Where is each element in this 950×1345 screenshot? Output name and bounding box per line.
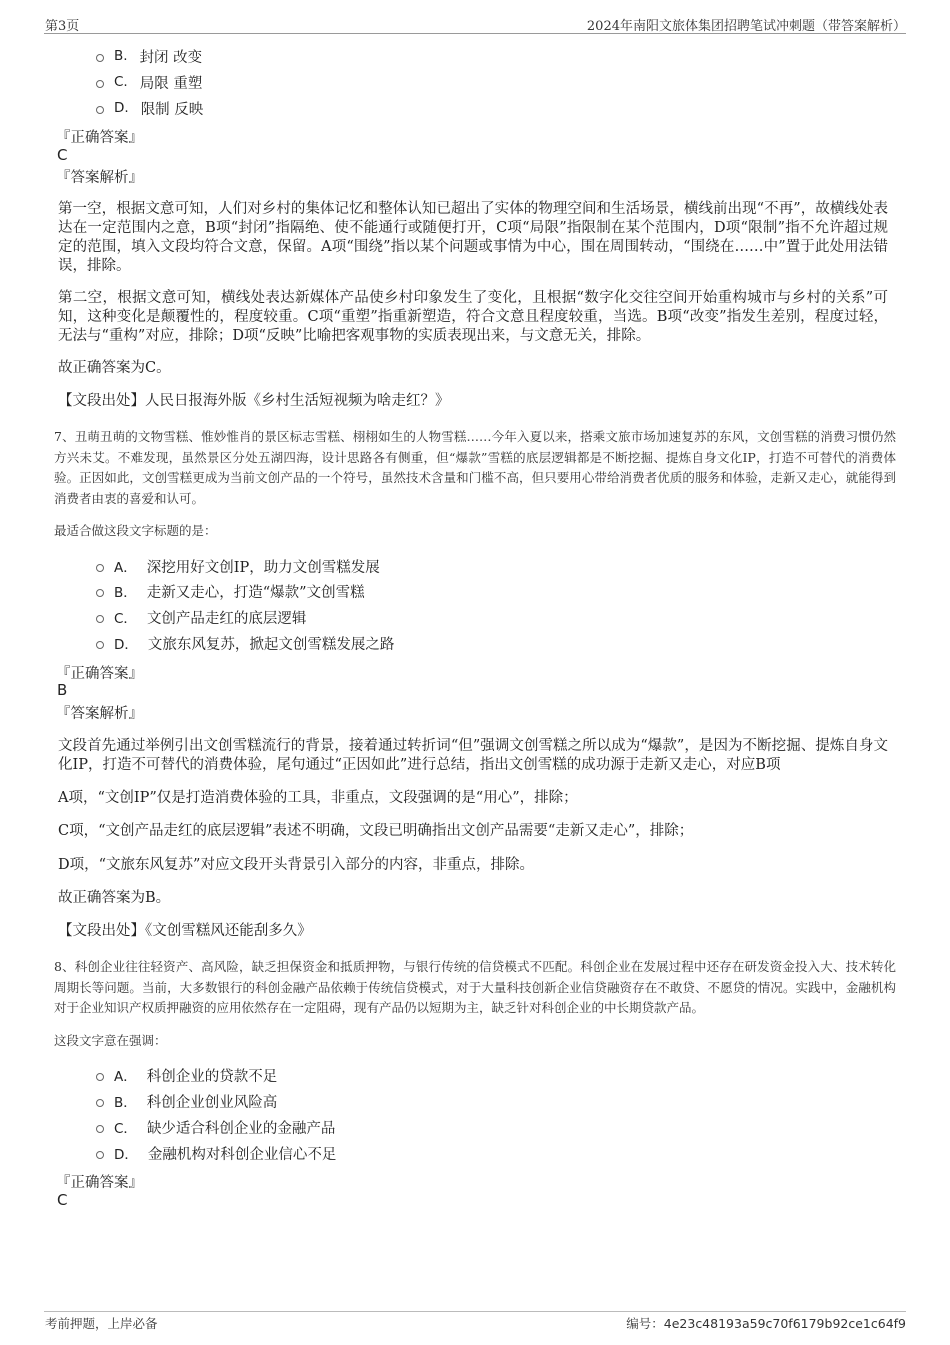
q8-answer-label: 『正确答案』 bbox=[56, 1175, 143, 1191]
q8-option-b[interactable] bbox=[96, 1089, 277, 1113]
q7-conclusion: 故正确答案为B。 bbox=[58, 890, 171, 906]
q7-analysis-label: 『答案解析』 bbox=[56, 706, 143, 722]
q6-answer: C bbox=[57, 146, 68, 164]
q8-option-c[interactable] bbox=[96, 1115, 335, 1139]
radio-icon[interactable] bbox=[96, 641, 104, 649]
radio-icon[interactable] bbox=[96, 615, 104, 623]
q7-analysis-p1: 文段首先通过举例引出文创雪糕流行的背景，接着通过转折词“但”强调文创雪糕之所以成为“爆款”，是因为不断挖掘、提炼自身文化IP，打造不可替代的消费体验，尾句通过“正因如此”进行总结，指出文创雪糕的成功源于走新又走心，对应B项 bbox=[58, 738, 888, 773]
q6-answer-label: 『正确答案』 bbox=[56, 130, 143, 146]
option-text: 局限 重塑 bbox=[139, 75, 203, 92]
option-text: 深挖用好文创IP，助力文创雪糕发展 bbox=[146, 559, 380, 576]
option-letter: C． bbox=[114, 1121, 137, 1137]
q7-answer-label: 『正确答案』 bbox=[56, 666, 143, 682]
option-letter: A． bbox=[114, 1069, 137, 1085]
q8-prompt: 这段文字意在强调： bbox=[54, 1033, 167, 1048]
q7-option-c[interactable] bbox=[96, 605, 306, 629]
option-text: 文旅东风复苏，掀起文创雪糕发展之路 bbox=[147, 636, 395, 653]
option-letter: B. bbox=[114, 48, 128, 64]
option-letter: D． bbox=[114, 1147, 138, 1163]
radio-icon[interactable] bbox=[96, 106, 104, 114]
option-letter: C. bbox=[114, 74, 128, 90]
footer-code-value: 4e23c48193a59c70f6179b92ce1c64f9 bbox=[663, 1316, 906, 1331]
q8-option-d[interactable] bbox=[96, 1141, 336, 1165]
option-text: 缺少适合科创企业的金融产品 bbox=[146, 1120, 336, 1137]
option-letter: B． bbox=[114, 1095, 137, 1111]
option-text: 限制 反映 bbox=[140, 101, 204, 118]
radio-icon[interactable] bbox=[96, 1151, 104, 1159]
option-text: 文创产品走红的底层逻辑 bbox=[146, 610, 307, 627]
option-text: 走新又走心，打造“爆款”文创雪糕 bbox=[146, 584, 365, 601]
option-letter: B． bbox=[114, 585, 137, 601]
radio-icon[interactable] bbox=[96, 54, 104, 62]
q7-analysis-p3: C项，“文创产品走红的底层逻辑”表述不明确，文段已明确指出文创产品需要“走新又走心”，排除； bbox=[58, 823, 694, 839]
radio-icon[interactable] bbox=[96, 80, 104, 88]
q7-question-text: 7、丑萌丑萌的文物雪糕、惟妙惟肖的景区标志雪糕、栩栩如生的人物雪糕……今年入夏以来，搭乘文旅市场加速复苏的东风，文创雪糕的消费习惯仍然方兴未艾。不难发现，虽然景区分处五湖四海，设计思路各有侧重，但“爆款”雪糕的底层逻辑都是不断挖掘、提炼自身文化IP，打造不可替代的消费体验。正因如此，文创雪糕更成为当前文创产品的一个符号，虽然技术含量和门槛不高，但只要用心带给消费者优质的服务和体验，走新又走心，就能得到消费者由衷的喜爱和认可。 bbox=[54, 429, 896, 506]
footer-code bbox=[626, 1314, 906, 1332]
page-number: 第3页 bbox=[45, 19, 80, 34]
q6-option-d[interactable] bbox=[96, 96, 203, 120]
option-letter: D． bbox=[114, 637, 138, 653]
q8-answer: C bbox=[57, 1191, 68, 1209]
q7-analysis-p4: D项，“文旅东风复苏”对应文段开头背景引入部分的内容，非重点，排除。 bbox=[58, 857, 534, 873]
option-text: 金融机构对科创企业信心不足 bbox=[147, 1146, 337, 1163]
option-text: 封闭 改变 bbox=[139, 49, 203, 66]
header-divider bbox=[44, 33, 906, 34]
q6-analysis-p2: 第二空，根据文意可知，横线处表达新媒体产品使乡村印象发生了变化，且根据“数字化交往空间开始重构城市与乡村的关系”可知，这种变化是颠覆性的，程度较重。C项“重塑”指重新塑造，符合文意且程度较重，当选。B项“改变”指发生差别，程度过轻，无法与“重构”对应，排除；D项“反映”比喻把客观事物的实质表现出来，与文意无关，排除。 bbox=[58, 290, 888, 344]
q8-question-text: 8、科创企业往往轻资产、高风险，缺乏担保资金和抵质押物，与银行传统的信贷模式不匹配。科创企业在发展过程中还存在研发资金投入大、技术转化周期长等问题。当前，大多数银行的科创金融产品依赖于传统信贷模式，对于大量科技创新企业信贷融资存在不敢贷、不愿贷的情况。实践中，金融机构对于企业知识产权质押融资的应用依然存在一定阻碍，现有产品仍以短期为主，缺乏针对科创企业的中长期贷款产品。 bbox=[54, 959, 896, 1015]
q6-conclusion: 故正确答案为C。 bbox=[58, 360, 171, 376]
radio-icon[interactable] bbox=[96, 564, 104, 572]
q6-analysis-p1: 第一空，根据文意可知，人们对乡村的集体记忆和整体认知已超出了实体的物理空间和生活场景，横线前出现“不再”，故横线处表达在一定范围内之意，B项“封闭”指隔绝、使不能通行或随便打开，C项“局限”指限制在某个范围内，D项“限制”指不允许超过规定的范围，填入文段均符合文意，保留。A项“围绕”指以某个问题或事情为中心，围在周围转动，“围绕在……中”置于此处用法错误，排除。 bbox=[58, 201, 888, 274]
q6-analysis-label: 『答案解析』 bbox=[56, 170, 143, 186]
q6-source: 【文段出处】人民日报海外版《乡村生活短视频为啥走红？》 bbox=[58, 393, 450, 409]
option-text: 科创企业创业风险高 bbox=[146, 1094, 278, 1111]
q7-option-b[interactable] bbox=[96, 579, 365, 603]
q6-option-c[interactable] bbox=[96, 70, 202, 94]
q7-analysis-p2: A项，“文创IP”仅是打造消费体验的工具，非重点，文段强调的是“用心”，排除； bbox=[58, 790, 578, 806]
q8-option-a[interactable] bbox=[96, 1063, 277, 1087]
footer-divider bbox=[44, 1311, 906, 1312]
footer-code-label: 编号： bbox=[626, 1316, 664, 1331]
radio-icon[interactable] bbox=[96, 1125, 104, 1133]
option-letter: C． bbox=[114, 611, 137, 627]
q7-prompt: 最适合做这段文字标题的是： bbox=[54, 523, 217, 538]
q7-option-d[interactable] bbox=[96, 631, 394, 655]
q7-answer: B bbox=[57, 681, 68, 699]
footer-slogan: 考前押题，上岸必备 bbox=[45, 1316, 158, 1331]
option-letter: A． bbox=[114, 560, 137, 576]
option-text: 科创企业的贷款不足 bbox=[146, 1068, 278, 1085]
q7-source: 【文段出处】《文创雪糕风还能刮多久》 bbox=[58, 923, 312, 939]
q7-option-a[interactable] bbox=[96, 554, 380, 578]
radio-icon[interactable] bbox=[96, 589, 104, 597]
radio-icon[interactable] bbox=[96, 1073, 104, 1081]
q6-option-b[interactable] bbox=[96, 44, 202, 68]
option-letter: D. bbox=[114, 100, 129, 116]
document-title: 2024年南阳文旅体集团招聘笔试冲刺题（带答案解析） bbox=[586, 19, 906, 34]
radio-icon[interactable] bbox=[96, 1099, 104, 1107]
